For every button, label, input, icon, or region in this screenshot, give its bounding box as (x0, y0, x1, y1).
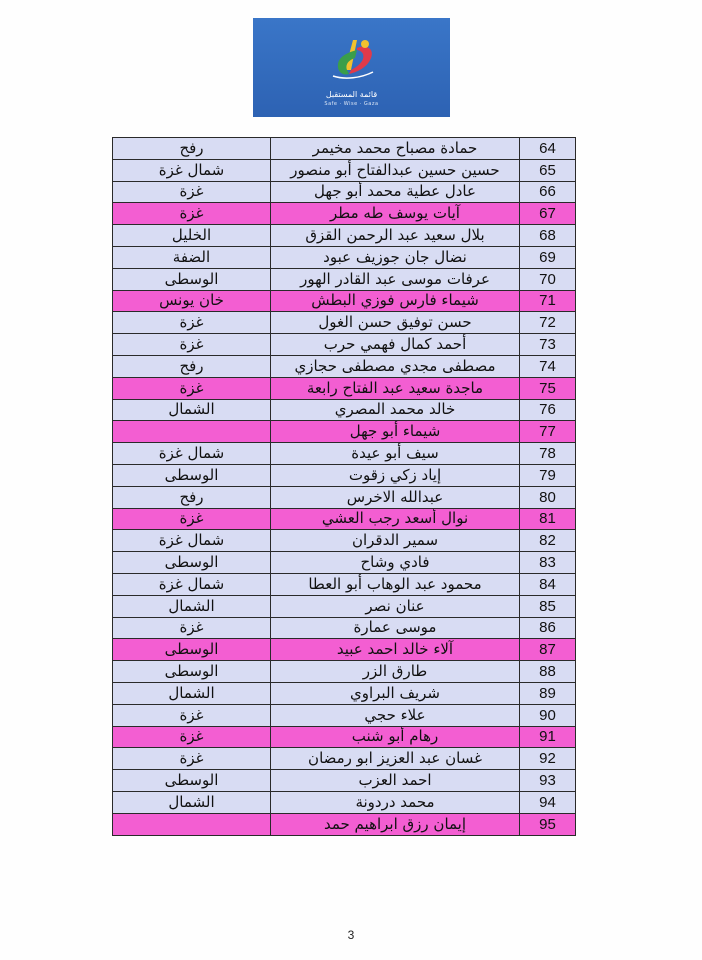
number-cell: 88 (520, 661, 576, 683)
number-cell: 78 (520, 443, 576, 465)
number-cell: 72 (520, 312, 576, 334)
region-cell: رفح (113, 138, 271, 160)
number-cell: 69 (520, 246, 576, 268)
region-cell: غزة (113, 181, 271, 203)
name-cell: حسن توفيق حسن الغول (271, 312, 520, 334)
region-cell: غزة (113, 726, 271, 748)
region-cell: الوسطى (113, 639, 271, 661)
name-cell: عادل عطية محمد أبو جهل (271, 181, 520, 203)
number-cell: 90 (520, 704, 576, 726)
region-cell: الوسطى (113, 268, 271, 290)
name-cell: احمد العزب (271, 770, 520, 792)
table-row (113, 726, 576, 748)
table-row (113, 791, 576, 813)
name-cell: طارق الزر (271, 661, 520, 683)
name-cell: نضال جان جوزيف عبود (271, 246, 520, 268)
table-row (113, 181, 576, 203)
name-cell: إيمان رزق ابراهيم حمد (271, 813, 520, 835)
table-row (113, 355, 576, 377)
region-cell: الشمال (113, 791, 271, 813)
name-cell: موسى عمارة (271, 617, 520, 639)
page-number: 3 (347, 928, 355, 942)
table-row (113, 508, 576, 530)
number-cell: 92 (520, 748, 576, 770)
region-cell: غزة (113, 748, 271, 770)
table-row (113, 203, 576, 225)
logo-subtitle: Safe · Wise · Gaza (324, 101, 379, 107)
region-cell: رفح (113, 355, 271, 377)
name-cell: عبدالله الاخرس (271, 486, 520, 508)
number-cell: 64 (520, 138, 576, 160)
region-cell (113, 421, 271, 443)
name-cell: خالد محمد المصري (271, 399, 520, 421)
region-cell: غزة (113, 617, 271, 639)
table-row (113, 639, 576, 661)
number-cell: 73 (520, 334, 576, 356)
name-cell: أحمد كمال فهمي حرب (271, 334, 520, 356)
region-cell: شمال غزة (113, 530, 271, 552)
number-cell: 81 (520, 508, 576, 530)
table-row (113, 268, 576, 290)
number-cell: 89 (520, 682, 576, 704)
table-row (113, 530, 576, 552)
number-cell: 75 (520, 377, 576, 399)
name-cell: سيف أبو عيدة (271, 443, 520, 465)
number-cell: 77 (520, 421, 576, 443)
list-logo (253, 18, 450, 117)
region-cell: الوسطى (113, 464, 271, 486)
number-cell: 71 (520, 290, 576, 312)
region-cell: غزة (113, 312, 271, 334)
region-cell: غزة (113, 334, 271, 356)
table-row (113, 464, 576, 486)
table-row (113, 813, 576, 835)
table-row (113, 399, 576, 421)
name-cell: رهام أبو شنب (271, 726, 520, 748)
name-cell: آلاء خالد احمد عبيد (271, 639, 520, 661)
number-cell: 74 (520, 355, 576, 377)
name-cell: شيماء فارس فوزي البطش (271, 290, 520, 312)
number-cell: 82 (520, 530, 576, 552)
name-cell: إياد زكي زقوت (271, 464, 520, 486)
number-cell: 76 (520, 399, 576, 421)
region-cell: غزة (113, 203, 271, 225)
number-cell: 68 (520, 225, 576, 247)
name-cell: ماجدة سعيد عبد الفتاح رابعة (271, 377, 520, 399)
number-cell: 80 (520, 486, 576, 508)
name-cell: مصطفى مجدي مصطفى حجازي (271, 355, 520, 377)
name-cell: علاء حجي (271, 704, 520, 726)
number-cell: 65 (520, 159, 576, 181)
table-row (113, 443, 576, 465)
region-cell: غزة (113, 508, 271, 530)
number-cell: 86 (520, 617, 576, 639)
name-cell: حسين حسين عبدالفتاح أبو منصور (271, 159, 520, 181)
name-cell: عرفات موسى عبد القادر الهور (271, 268, 520, 290)
table-row (113, 312, 576, 334)
region-cell: الوسطى (113, 770, 271, 792)
region-cell: رفح (113, 486, 271, 508)
number-cell: 91 (520, 726, 576, 748)
table-row (113, 748, 576, 770)
region-cell: شمال غزة (113, 443, 271, 465)
region-cell: شمال غزة (113, 159, 271, 181)
table-row (113, 595, 576, 617)
table-row (113, 138, 576, 160)
region-cell: غزة (113, 704, 271, 726)
number-cell: 94 (520, 791, 576, 813)
table-row (113, 573, 576, 595)
table-row (113, 486, 576, 508)
region-cell (113, 813, 271, 835)
region-cell: الوسطى (113, 661, 271, 683)
region-cell: شمال غزة (113, 573, 271, 595)
number-cell: 83 (520, 552, 576, 574)
number-cell: 66 (520, 181, 576, 203)
name-cell: حمادة مصباح محمد مخيمر (271, 138, 520, 160)
table-row (113, 617, 576, 639)
region-cell: الشمال (113, 399, 271, 421)
region-cell: غزة (113, 377, 271, 399)
name-cell: عنان نصر (271, 595, 520, 617)
number-cell: 79 (520, 464, 576, 486)
number-cell: 93 (520, 770, 576, 792)
region-cell: الشمال (113, 682, 271, 704)
region-cell: الشمال (113, 595, 271, 617)
name-cell: سمير الدقران (271, 530, 520, 552)
region-cell: خان يونس (113, 290, 271, 312)
candidates-table-body (113, 138, 576, 836)
number-cell: 95 (520, 813, 576, 835)
table-row (113, 334, 576, 356)
name-cell: شيماء أبو جهل (271, 421, 520, 443)
table-row (113, 661, 576, 683)
table-row (113, 770, 576, 792)
name-cell: شريف البراوي (271, 682, 520, 704)
number-cell: 67 (520, 203, 576, 225)
name-cell: غسان عبد العزيز ابو رمضان (271, 748, 520, 770)
table-row (113, 290, 576, 312)
region-cell: الضفة (113, 246, 271, 268)
table-row (113, 246, 576, 268)
name-cell: محمد دردونة (271, 791, 520, 813)
number-cell: 70 (520, 268, 576, 290)
number-cell: 84 (520, 573, 576, 595)
table-row (113, 552, 576, 574)
table-row (113, 377, 576, 399)
region-cell: الخليل (113, 225, 271, 247)
region-cell: الوسطى (113, 552, 271, 574)
table-row (113, 159, 576, 181)
candidates-table (112, 137, 576, 836)
table-row (113, 225, 576, 247)
name-cell: محمود عبد الوهاب أبو العطا (271, 573, 520, 595)
number-cell: 87 (520, 639, 576, 661)
table-row (113, 421, 576, 443)
name-cell: نوال أسعد رجب العشي (271, 508, 520, 530)
logo-title: قائمة المستقبل (325, 90, 378, 99)
name-cell: آيات يوسف طه مطر (271, 203, 520, 225)
number-cell: 85 (520, 595, 576, 617)
name-cell: بلال سعيد عبد الرحمن القزق (271, 225, 520, 247)
name-cell: فادي وشاح (271, 552, 520, 574)
table-row (113, 682, 576, 704)
table-row (113, 704, 576, 726)
